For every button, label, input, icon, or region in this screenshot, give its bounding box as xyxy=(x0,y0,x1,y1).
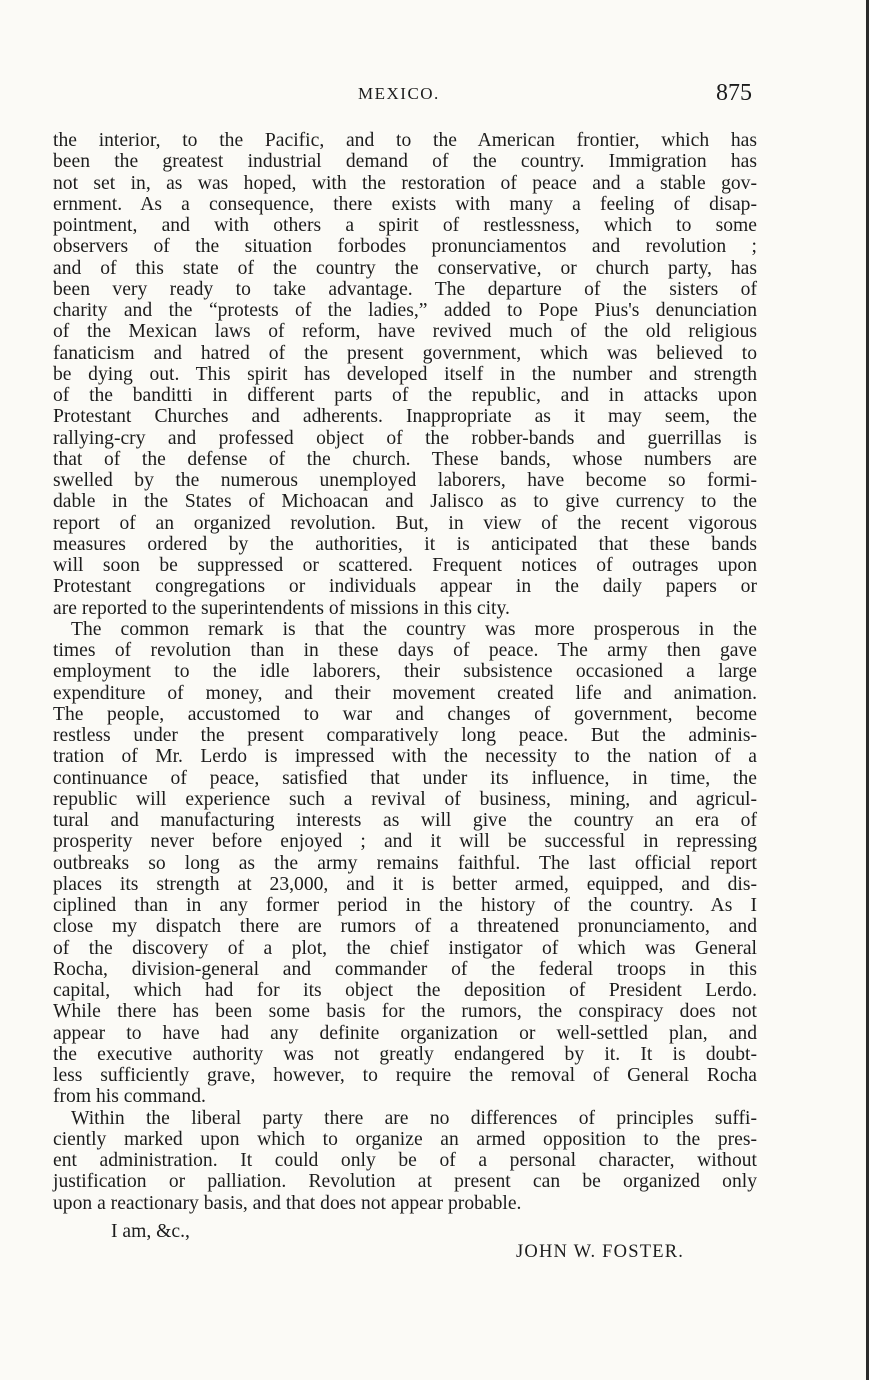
text-line: Protestant congregations or individuals appear in the daily papers or xyxy=(53,576,757,598)
text-line: restless under the present comparatively long peace. But the adminis- xyxy=(53,725,757,746)
text-line: observers of the situation forbodes pronunciamentos and revolution ; xyxy=(53,236,757,258)
text-line: been the greatest industrial demand of the country. Immigration has xyxy=(53,151,757,173)
text-line: of the banditti in different parts of the republic, and in attacks upon xyxy=(53,385,757,406)
text-line: that of the defense of the church. These bands, whose numbers are xyxy=(53,448,757,470)
running-head xyxy=(0,80,869,110)
signature: JOHN W. FOSTER. xyxy=(516,1242,685,1262)
running-title: MEXICO. xyxy=(358,84,440,103)
text-line: times of revolution than in these days of peace. The army then gave xyxy=(53,640,757,661)
text-line: outbreaks so long as the army remains faithful. The last official report xyxy=(53,852,757,874)
text-line: Protestant Churches and adherents. Inappropriate as it may seem, the xyxy=(53,406,757,428)
text-line: continuance of peace, satisfied that under its influence, in time, the xyxy=(53,767,757,789)
text-line: ernment. As a consequence, there exists with many a feeling of disap- xyxy=(53,193,757,215)
text-line: republic will experience such a revival of business, mining, and agricul- xyxy=(53,788,757,810)
text-line: The common remark is that the country was more prosperous in the xyxy=(71,618,757,640)
text-line: places its strength at 23,000, and it is better armed, equipped, and dis- xyxy=(53,873,757,895)
text-line: The people, accustomed to war and changes of government, become xyxy=(53,703,757,725)
text-line: employment to the idle laborers, their subsistence occasioned a large xyxy=(53,661,757,683)
text-line: not set in, as was hoped, with the restoration of peace and a stable gov- xyxy=(53,172,757,194)
text-line: the executive authority was not greatly endangered by it. It is doubt- xyxy=(53,1043,757,1065)
text-line: tration of Mr. Lerdo is impressed with the necessity to the nation of a xyxy=(53,746,757,768)
text-line: capital, which had for its object the deposition of President Lerdo. xyxy=(53,980,757,1001)
text-line: charity and the “protests of the ladies,” added to Pope Pius's denunciation xyxy=(53,300,757,321)
body-text xyxy=(53,130,757,1214)
text-line: ent administration. It could only be of a personal character, without xyxy=(53,1150,757,1171)
text-line: rallying-cry and professed object of the robber-bands and guerrillas is xyxy=(53,427,757,449)
text-line: report of an organized revolution. But, in view of the recent vigorous xyxy=(53,512,757,534)
text-line: appear to have had any definite organization or well-settled plan, and xyxy=(53,1022,757,1044)
text-line: tural and manufacturing interests as will give the country an era of xyxy=(53,810,757,831)
text-line: ciently marked upon which to organize an armed opposition to the pres- xyxy=(53,1128,757,1150)
text-line: and of this state of the country the conservative, or church party, has xyxy=(53,257,757,279)
text-line: While there has been some basis for the rumors, the conspiracy does not xyxy=(53,1001,757,1023)
text-line: of the Mexican laws of reform, have revived much of the old religious xyxy=(53,321,757,343)
text-line: from his command. xyxy=(53,1086,206,1108)
text-line: are reported to the superintendents of missions in this city. xyxy=(53,597,510,619)
text-line: swelled by the numerous unemployed laborers, have become so formi- xyxy=(53,470,757,491)
text-line: be dying out. This spirit has developed itself in the number and strength xyxy=(53,363,757,385)
text-line: Within the liberal party there are no differences of principles suffi- xyxy=(71,1107,757,1129)
text-line: been very ready to take advantage. The departure of the sisters of xyxy=(53,278,757,300)
text-line: of the discovery of a plot, the chief instigator of which was General xyxy=(53,937,757,959)
text-line: justification or palliation. Revolution at present can be organized only xyxy=(53,1171,757,1193)
text-line: close my dispatch there are rumors of a threatened pronunciamento, and xyxy=(53,916,757,938)
text-line: upon a reactionary basis, and that does not appear probable. xyxy=(53,1192,522,1214)
text-line: measures ordered by the authorities, it is anticipated that these bands xyxy=(53,533,757,555)
text-line: ciplined than in any former period in the history of the country. As I xyxy=(53,895,757,916)
text-line: fanaticism and hatred of the present government, which was believed to xyxy=(53,342,757,364)
text-line: expenditure of money, and their movement created life and animation. xyxy=(53,682,757,704)
page-number: 875 xyxy=(716,80,752,106)
closing-salutation: I am, &c., xyxy=(111,1221,190,1242)
text-line: pointment, and with others a spirit of restlessness, which to some xyxy=(53,215,757,236)
text-line: dable in the States of Michoacan and Jalisco as to give currency to the xyxy=(53,491,757,513)
text-line: prosperity never before enjoyed ; and it will be successful in repressing xyxy=(53,831,757,853)
text-line: Rocha, division-general and commander of the federal troops in this xyxy=(53,958,757,980)
text-line: less sufficiently grave, however, to require the removal of General Rocha xyxy=(53,1065,757,1086)
text-line: the interior, to the Pacific, and to the American frontier, which has xyxy=(53,130,757,151)
text-line: will soon be suppressed or scattered. Frequent notices of outrages upon xyxy=(53,555,757,576)
